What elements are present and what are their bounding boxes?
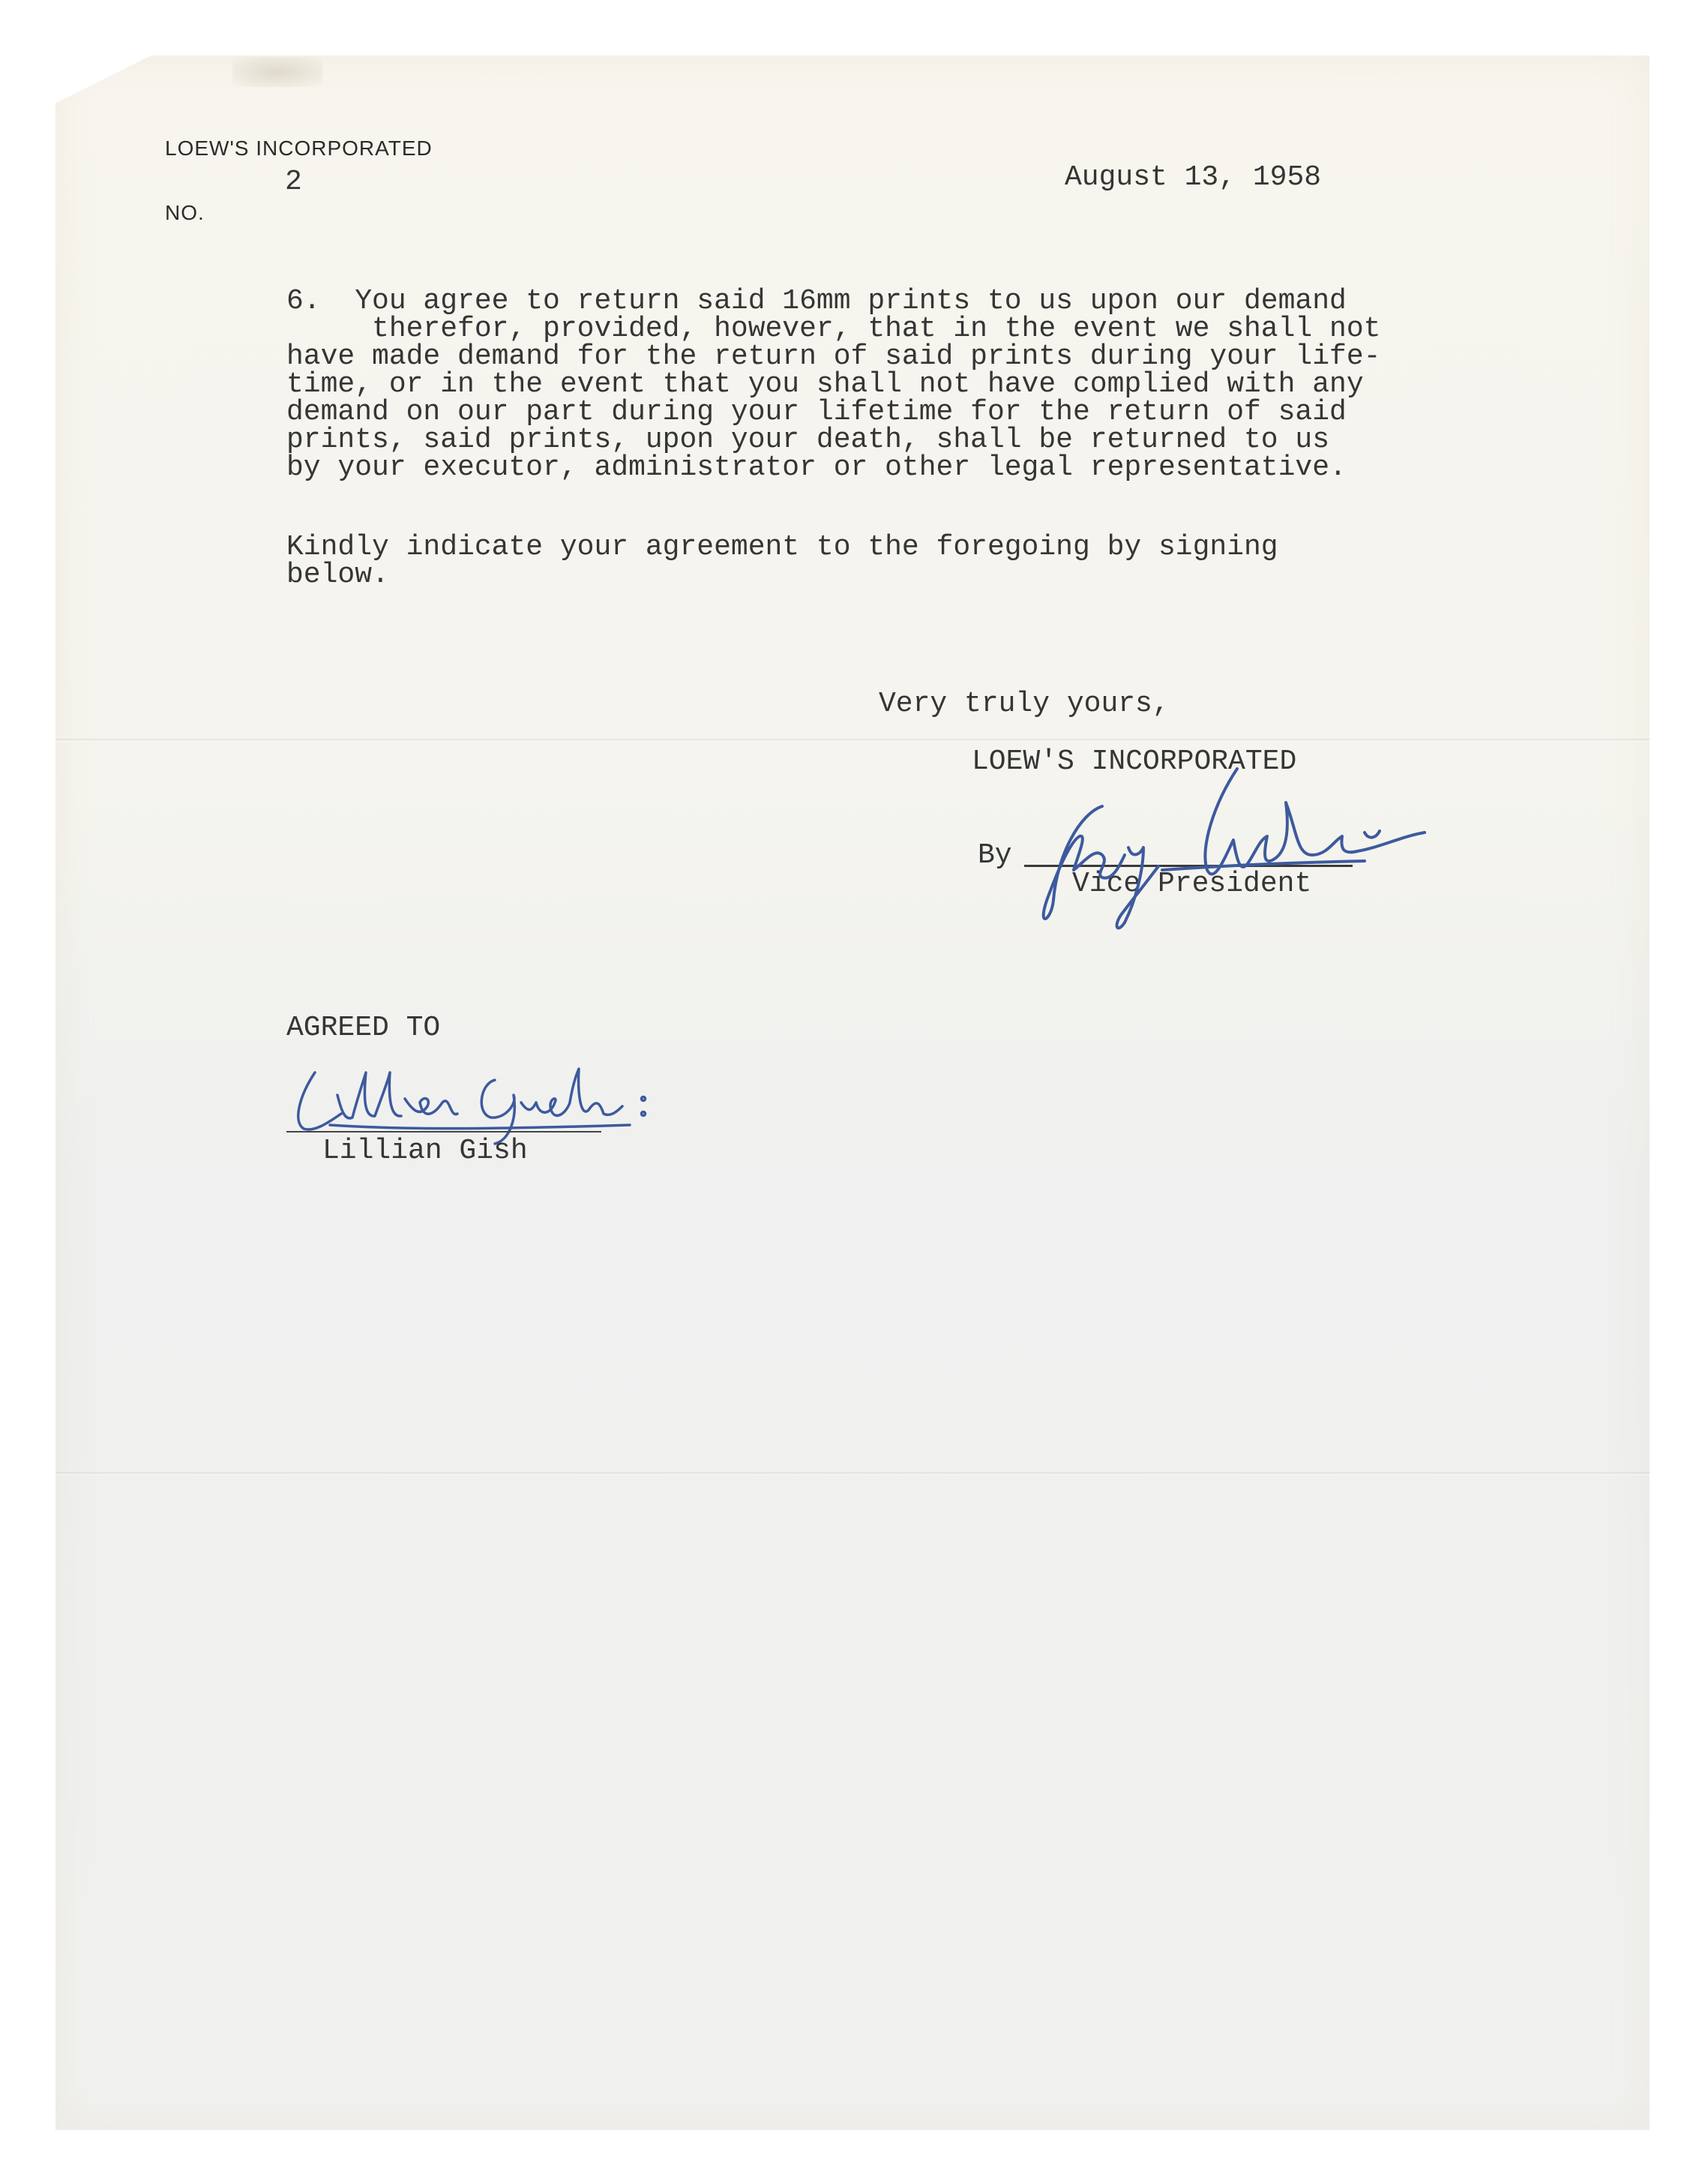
signature-company: LOEW'S INCORPORATED bbox=[972, 746, 1297, 778]
letterhead-no-label: NO. bbox=[165, 201, 205, 224]
paper-fold bbox=[55, 1472, 1650, 1475]
paper-fold bbox=[55, 739, 1650, 742]
vice-president-signature bbox=[990, 742, 1500, 968]
closing-salutation: Very truly yours, bbox=[879, 688, 1170, 720]
page-number: 2 bbox=[285, 166, 302, 198]
letter-date: August 13, 1958 bbox=[1065, 161, 1322, 194]
agreed-signature-line bbox=[286, 1131, 601, 1132]
letterhead-company: LOEW'S INCORPORATED bbox=[165, 136, 433, 160]
paragraph-6: 6. You agree to return said 16mm prints to us upon our demand therefor, provided, however, that in the event we shall not have made demand for the return of said prints during your life- time, or in the event that you shall not have complied with any demand on our part during your lifetime for the return of said prints, said prints, upon your death, shall be returned to us by your executor, administrator or other legal representative. bbox=[286, 285, 1381, 484]
signer-typed-name: Lillian Gish bbox=[322, 1135, 528, 1167]
torn-corner bbox=[232, 57, 322, 87]
agreement-request: Kindly indicate your agreement to the foregoing by signing below. bbox=[286, 531, 1278, 591]
signer-title: Vice President bbox=[1072, 868, 1312, 900]
by-label: By bbox=[978, 839, 1012, 872]
agreed-to-label: AGREED TO bbox=[286, 1012, 441, 1044]
